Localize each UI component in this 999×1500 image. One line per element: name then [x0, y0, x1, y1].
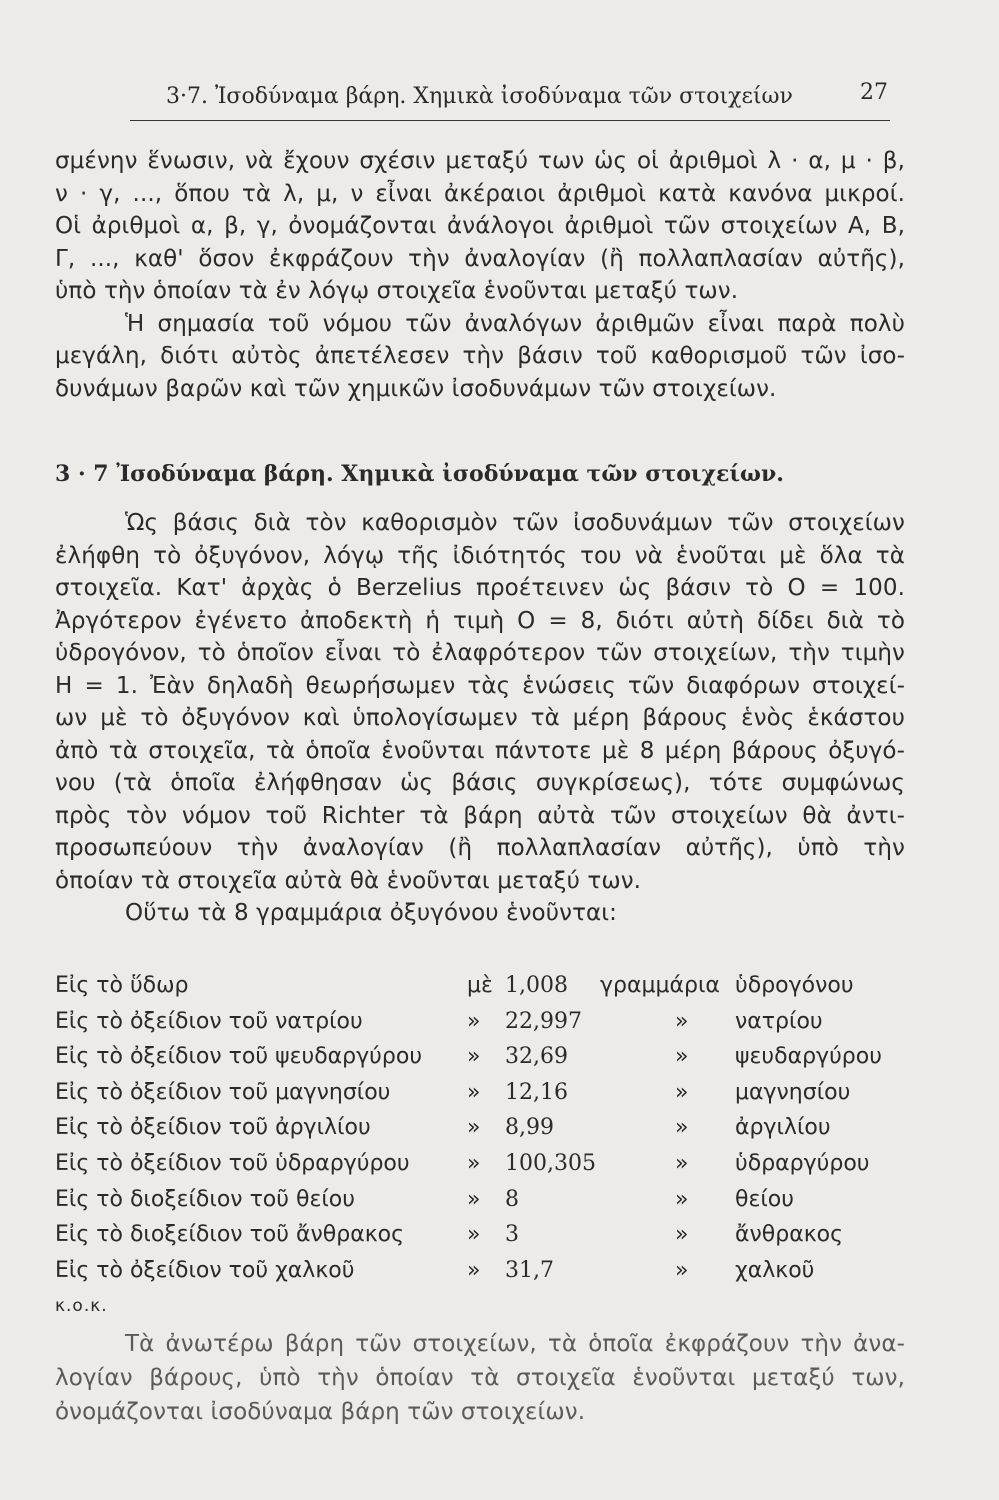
- prep-cell: »: [467, 1115, 481, 1141]
- amount-cell: 12,16: [505, 1079, 568, 1105]
- prep-cell: μὲ: [467, 973, 493, 998]
- compound-cell: Εἰς τὸ ὀξείδιον τοῦ νατρίου: [55, 1008, 363, 1034]
- list-intro: Οὕτω τὰ 8 γραμμάρια ὀξυγόνου ἑνοῦνται:: [125, 900, 618, 926]
- compound-cell: Εἰς τὸ ὕδωρ: [55, 973, 189, 998]
- unit-cell: γραμμάρια: [600, 973, 720, 998]
- text-line: Ὡς βάσις διὰ τὸν καθορισμὸν τῶν ἰσοδυνάμων τῶν στοιχείων: [125, 510, 905, 536]
- element-cell: ψευδαργύρου: [735, 1044, 882, 1070]
- compound-cell: Εἰς τὸ διοξείδιον τοῦ ἄνθρακος: [55, 1222, 405, 1248]
- prep-cell: »: [467, 1222, 481, 1248]
- compound-cell: Εἰς τὸ ὀξείδιον τοῦ ὑδραργύρου: [55, 1150, 410, 1176]
- text-line: ν · γ, ..., ὅπου τὰ λ, μ, ν εἶναι ἀκέραιοι ἀριθμοὶ κατὰ κανόνα μικροί.: [55, 180, 905, 207]
- etc-marker: κ.ο.κ.: [55, 1296, 108, 1316]
- text-line: Γ, ..., καθ' ὅσον ἐκφράζουν τὴν ἀναλογίαν (ἢ πολλαπλασίαν αὐτῆς),: [55, 245, 905, 272]
- unit-cell: »: [675, 1044, 689, 1070]
- prep-cell: »: [467, 1150, 481, 1176]
- text-line: ἀπὸ τὰ στοιχεῖα, τὰ ὁποῖα ἑνοῦνται πάντοτε μὲ 8 μέρη βάρους ὀξυγό-: [55, 737, 905, 764]
- text-line: προσωπεύουν τὴν ἀναλογίαν (ἢ πολλαπλασίαν αὐτῆς), ὑπὸ τὴν: [55, 835, 905, 861]
- table-row: [55, 1111, 925, 1147]
- element-cell: ὑδραργύρου: [735, 1150, 870, 1176]
- intro-paragraph: [55, 145, 905, 405]
- prep-cell: »: [467, 1008, 481, 1034]
- prep-cell: »: [467, 1044, 481, 1070]
- text-line: ὑπὸ τὴν ὁποίαν τὰ ἐν λόγῳ στοιχεῖα ἑνοῦνται μεταξύ των.: [55, 278, 739, 304]
- compound-cell: Εἰς τὸ ὀξείδιον τοῦ μαγνησίου: [55, 1079, 391, 1105]
- text-line: ὁποίαν τὰ στοιχεῖα αὐτὰ θὰ ἑνοῦνται μεταξύ των.: [55, 867, 642, 894]
- running-title: 3·7. Ἰσοδύναμα βάρη. Χημικὰ ἰσοδύναμα τῶν στοιχείων: [166, 84, 793, 109]
- amount-cell: 8,99: [505, 1115, 554, 1141]
- amount-cell: 1,008: [505, 973, 568, 998]
- text-line: λογίαν βάρους, ὑπὸ τὴν ὁποίαν τὰ στοιχεῖα ἑνοῦνται μεταξύ των,: [55, 1365, 905, 1391]
- element-cell: μαγνησίου: [735, 1079, 851, 1105]
- unit-cell: »: [675, 1008, 689, 1034]
- table-row: [55, 1147, 925, 1183]
- amount-cell: 22,997: [505, 1008, 582, 1034]
- amount-cell: 8: [505, 1186, 519, 1212]
- unit-cell: »: [675, 1186, 689, 1212]
- table-row: [55, 1076, 925, 1112]
- text-line: ων μὲ τὸ ὀξυγόνον καὶ ὑπολογίσωμεν τὰ μέρη βάρους ἑνὸς ἑκάστου: [55, 705, 905, 731]
- text-line: στοιχεῖα. Κατ' ἀρχὰς ὁ Berzelius προέτεινεν ὡς βάσιν τὸ Ο = 100.: [55, 575, 905, 601]
- combination-table: [55, 969, 925, 1289]
- element-cell: θείου: [735, 1186, 794, 1212]
- amount-cell: 3: [505, 1222, 519, 1248]
- unit-cell: »: [675, 1222, 689, 1248]
- running-head: [130, 80, 890, 121]
- text-line: Ἡ σημασία τοῦ νόμου τῶν ἀναλόγων ἀριθμῶν εἶναι παρὰ πολὺ: [125, 310, 905, 337]
- text-line: Τὰ ἀνωτέρω βάρη τῶν στοιχείων, τὰ ὁποῖα ἐκφράζουν τὴν ἀνα-: [125, 1331, 905, 1357]
- element-cell: χαλκοῦ: [735, 1257, 815, 1283]
- text-line: Οἱ ἀριθμοὶ α, β, γ, ὀνομάζονται ἀνάλογοι ἀριθμοὶ τῶν στοιχείων Α, Β,: [55, 213, 905, 239]
- compound-cell: Εἰς τὸ διοξείδιον τοῦ θείου: [55, 1186, 355, 1212]
- text-line: Η = 1. Ἐὰν δηλαδὴ θεωρήσωμεν τὰς ἑνώσεις τῶν διαφόρων στοιχεί-: [55, 672, 905, 699]
- closing-paragraph: [55, 1327, 905, 1429]
- table-row: [55, 1254, 925, 1290]
- section-paragraph: [55, 507, 905, 930]
- element-cell: ὑδρογόνου: [735, 973, 854, 998]
- unit-cell: »: [675, 1150, 689, 1176]
- text-line: ἐλήφθη τὸ ὀξυγόνον, λόγῳ τῆς ἰδιότητός του νὰ ἑνοῦται μὲ ὅλα τὰ: [55, 542, 905, 569]
- text-line: Ἀργότερον ἐγένετο ἀποδεκτὴ ἡ τιμὴ Ο = 8, διότι αὐτὴ δίδει διὰ τὸ: [55, 607, 905, 634]
- prep-cell: »: [467, 1186, 481, 1212]
- amount-cell: 100,305: [505, 1150, 596, 1176]
- table-row: [55, 1040, 925, 1076]
- unit-cell: »: [675, 1079, 689, 1105]
- compound-cell: Εἰς τὸ ὀξείδιον τοῦ ἀργιλίου: [55, 1115, 371, 1141]
- section-heading: 3 · 7 Ἰσοδύναμα βάρη. Χημικὰ ἰσοδύναμα τῶν στοιχείων.: [55, 461, 784, 487]
- prep-cell: »: [467, 1257, 481, 1283]
- element-cell: ἄνθρακος: [735, 1222, 844, 1248]
- page-number: 27: [860, 80, 888, 105]
- text-line: σμένην ἕνωσιν, νὰ ἔχουν σχέσιν μεταξύ των ὡς οἱ ἀριθμοὶ λ · α, μ · β,: [55, 148, 905, 174]
- text-line: δυνάμων βαρῶν καὶ τῶν χημικῶν ἰσοδυνάμων τῶν στοιχείων.: [55, 375, 777, 402]
- table-row: [55, 1005, 925, 1041]
- text-line: ὑδρογόνον, τὸ ὁποῖον εἶναι τὸ ἐλαφρότερον τῶν στοιχείων, τὴν τιμὴν: [55, 640, 905, 666]
- compound-cell: Εἰς τὸ ὀξείδιον τοῦ χαλκοῦ: [55, 1257, 355, 1283]
- unit-cell: »: [675, 1257, 689, 1283]
- amount-cell: 32,69: [505, 1044, 568, 1070]
- text-line: ὀνομάζονται ἰσοδύναμα βάρη τῶν στοιχείων.: [55, 1399, 586, 1425]
- text-line: νου (τὰ ὁποῖα ἐλήφθησαν ὡς βάσις συγκρίσεως), τότε συμφώνως: [55, 770, 905, 796]
- text-line: μεγάλη, διότι αὐτὸς ἀπετέλεσεν τὴν βάσιν τοῦ καθορισμοῦ τῶν ἰσο-: [55, 343, 905, 369]
- element-cell: νατρίου: [735, 1008, 823, 1034]
- table-row: [55, 1183, 925, 1219]
- text-line: πρὸς τὸν νόμον τοῦ Richter τὰ βάρη αὐτὰ τῶν στοιχείων θὰ ἀντι-: [55, 802, 905, 829]
- amount-cell: 31,7: [505, 1257, 554, 1283]
- compound-cell: Εἰς τὸ ὀξείδιον τοῦ ψευδαργύρου: [55, 1044, 423, 1070]
- prep-cell: »: [467, 1079, 481, 1105]
- table-row: [55, 969, 925, 1005]
- element-cell: ἀργιλίου: [735, 1115, 831, 1141]
- unit-cell: »: [675, 1115, 689, 1141]
- table-row: [55, 1218, 925, 1254]
